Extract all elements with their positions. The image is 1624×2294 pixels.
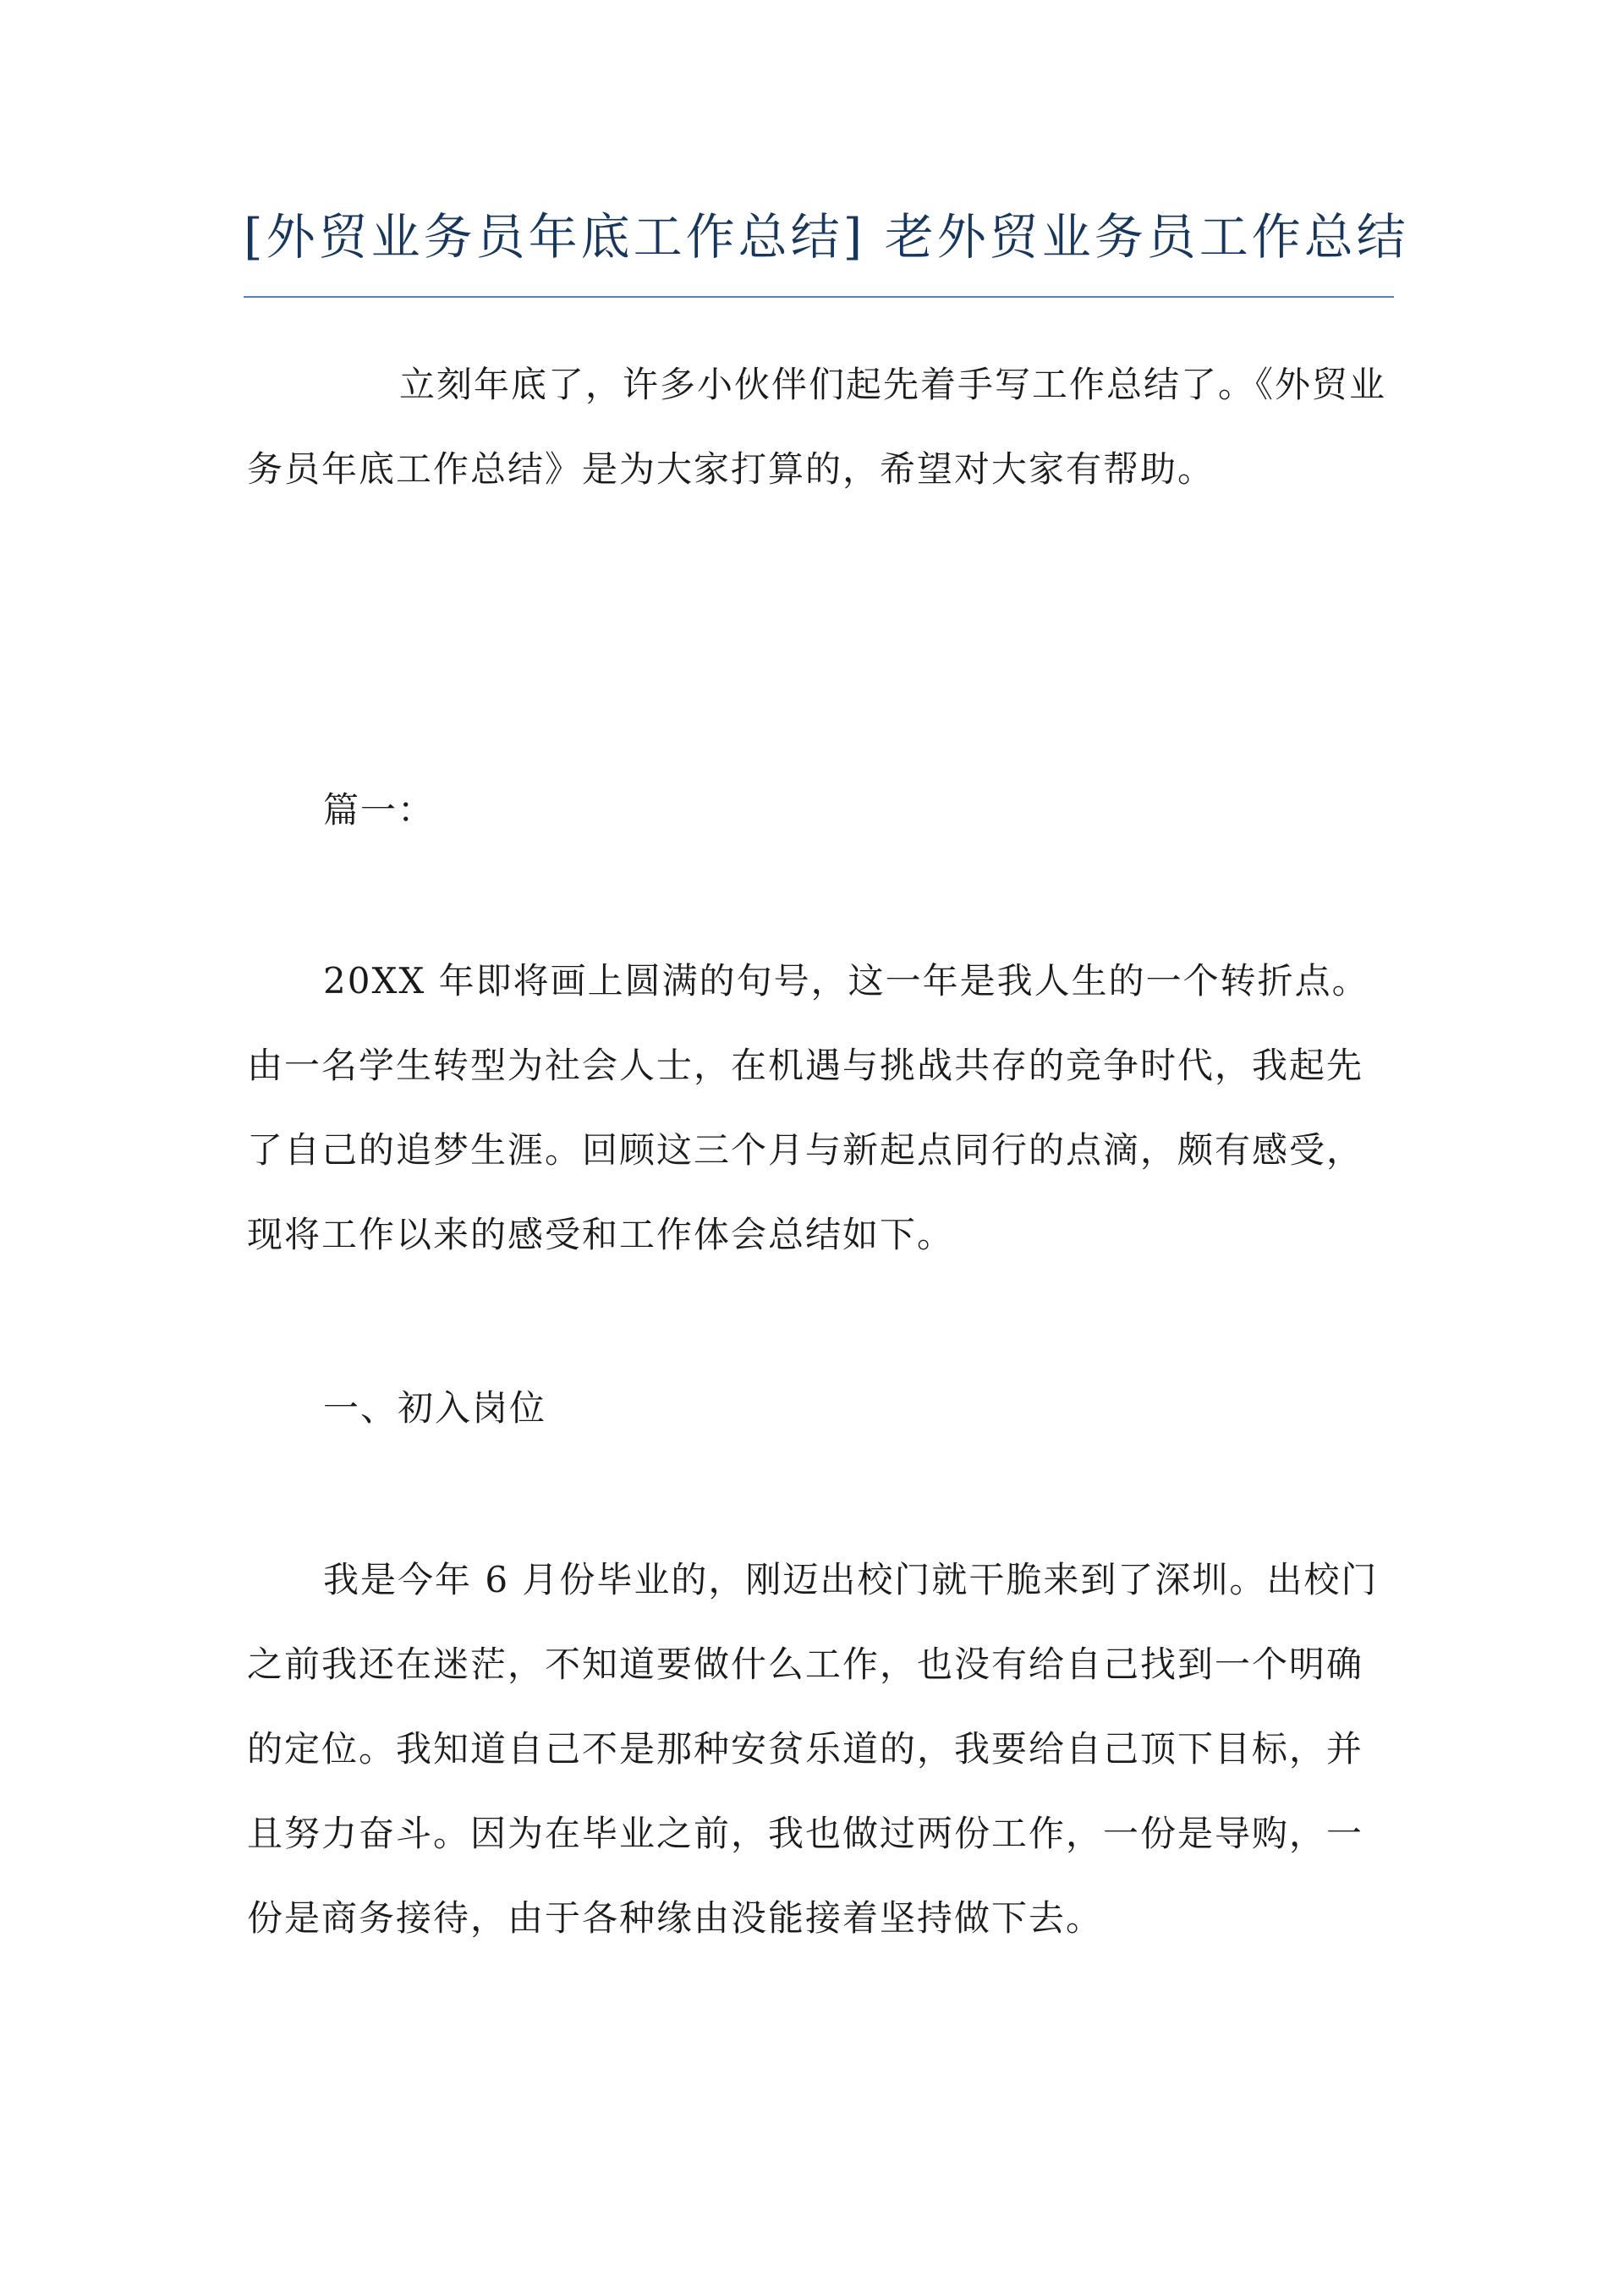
section-label: 篇一： (323, 789, 436, 831)
section-heading-1: 一、初入岗位 (323, 1387, 547, 1429)
intro-paragraph: 立刻年底了，许多小伙伴们起先着手写工作总结了。《外贸业务员年底工作总结》是为大家打算的，希望对大家有帮助。 (247, 364, 1387, 490)
body-paragraph-2: 我是今年 6 月份毕业的，刚迈出校门就干脆来到了深圳。出校门之前我还在迷茫，不知道要做什么工作，也没有给自己找到一个明确的定位。我知道自己不是那种安贫乐道的，我要给自己顶下目标，并且努力奋斗。因为在毕业之前，我也做过两份工作，一份是导购，一份是商务接待，由于各种缘由没能接着坚持做下去。 (247, 1559, 1379, 1939)
title-underline (244, 296, 1394, 298)
document-title: [外贸业务员年底工作总结] 老外贸业务员工作总结 (244, 208, 1409, 266)
body-paragraph-1: 20XX 年即将画上圆满的句号，这一年是我人生的一个转折点。由一名学生转型为社会人士，在机遇与挑战共存的竞争时代，我起先了自己的追梦生涯。回顾这三个月与新起点同行的点滴，颇有感受，现将工作以来的感受和工作体会总结如下。 (247, 960, 1369, 1255)
